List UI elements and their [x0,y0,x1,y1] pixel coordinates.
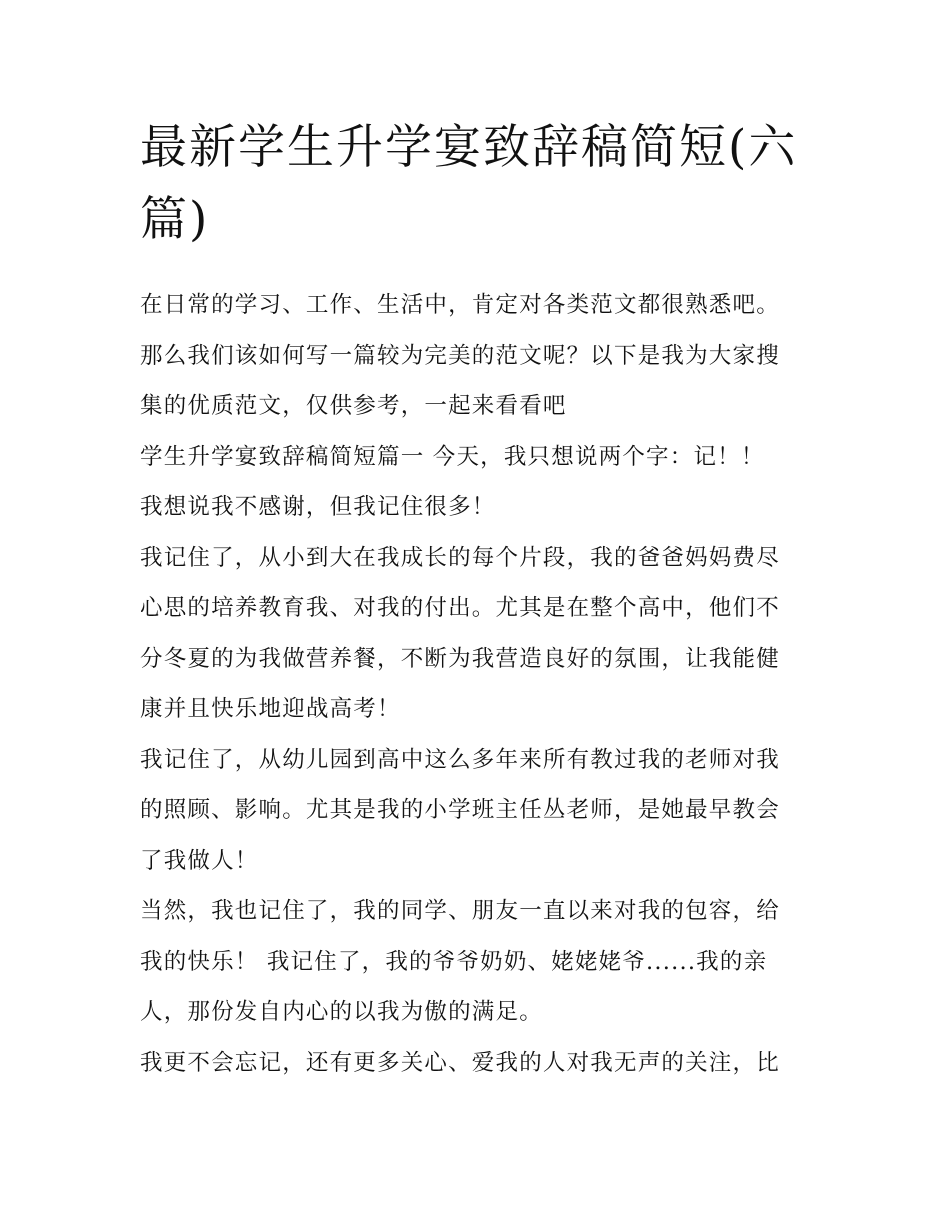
body-line: 心思的培养教育我、对我的付出。尤其是在整个高中，他们不 [140,595,780,621]
body-line: 我的快乐！ 我记住了，我的爷爷奶奶、姥姥姥爷......我的亲 [140,948,768,975]
body-line: 了我做人！ [140,847,259,874]
body-line: 分冬夏的为我做营养餐，不断为我营造良好的氛围，让我能健 [140,645,780,672]
body-line: 学生升学宴致辞稿简短篇一 今天，我只想说两个字：记！！ [140,443,765,470]
body-line: 我记住了，从小到大在我成长的每个片段，我的爸爸妈妈费尽 [140,544,780,571]
body-line: 集的优质范文，仅供参考，一起来看看吧 [140,393,567,419]
body-line: 我想说我不感谢，但我记住很多！ [140,494,496,520]
document-title [140,112,812,256]
body-line: 当然，我也记住了，我的同学、朋友一直以来对我的包容，给 [140,898,780,924]
title-line: 最新学生升学宴致辞稿简短(六 [140,120,798,175]
body-line: 康并且快乐地迎战高考！ [140,696,401,722]
body-line: 我记住了，从幼儿园到高中这么多年来所有教过我的老师对我 [140,746,780,773]
document-body [140,280,812,1088]
body-line: 那么我们该如何写一篇较为完美的范文呢？以下是我为大家搜 [140,342,780,369]
body-line: 我更不会忘记，还有更多关心、爱我的人对我无声的关注，比 [140,1049,780,1076]
body-line: 在日常的学习、工作、生活中，肯定对各类范文都很熟悉吧。 [140,292,780,318]
body-line: 的照顾、影响。尤其是我的小学班主任丛老师，是她最早教会 [140,797,780,823]
body-line: 人，那份发自内心的以我为傲的满足。 [140,999,543,1025]
title-line: 篇) [140,192,210,247]
document-page [140,112,812,1088]
